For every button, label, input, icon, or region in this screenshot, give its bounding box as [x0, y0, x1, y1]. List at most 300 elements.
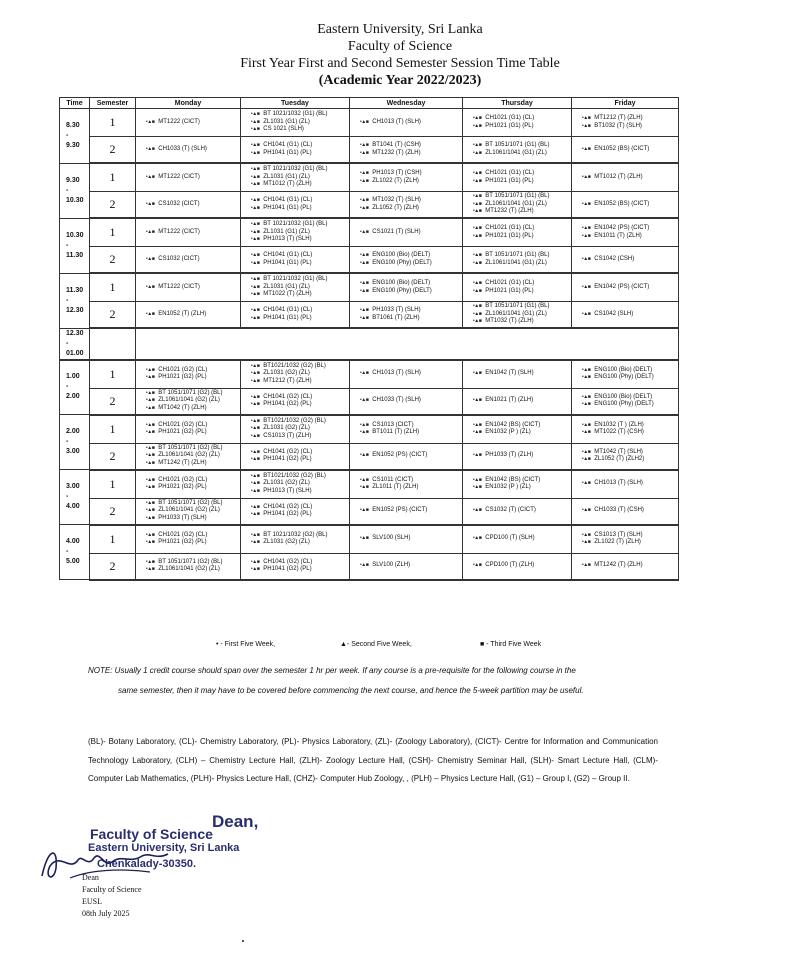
course-entry [138, 539, 238, 547]
course-entry [243, 449, 347, 457]
course-code: EN1052 (T) (ZLH) [158, 310, 207, 317]
week-marker: •▲■ [582, 232, 591, 239]
week-marker: •▲■ [251, 503, 260, 510]
session-cell [241, 443, 350, 470]
week-marker: •▲■ [251, 149, 260, 156]
week-marker: •▲■ [360, 287, 369, 294]
course-entry [138, 229, 238, 237]
course-code: BT 1051/1071 (G1) (BL) [485, 193, 550, 200]
course-code: EN1032 (P ) (ZL) [485, 429, 531, 435]
course-entry [574, 449, 676, 457]
session-cell [350, 498, 463, 525]
week-marker: •▲■ [473, 200, 482, 207]
course-entry [138, 119, 238, 127]
course-entry [243, 394, 347, 402]
course-entry [138, 566, 238, 574]
session-cell [463, 388, 572, 415]
course-entry [243, 236, 347, 244]
session-cell [572, 415, 679, 444]
legend-first-five-week: • - First Five Week, [216, 641, 276, 648]
week-marker: •▲■ [146, 397, 155, 404]
week-marker: •▲■ [146, 459, 155, 466]
course-entry [574, 401, 676, 409]
week-marker: •▲■ [146, 499, 155, 506]
course-code: CH1041 (G1) (CL) [263, 197, 313, 203]
time-label: 3.00 [66, 448, 80, 455]
timetable-row [60, 360, 679, 389]
course-entry [243, 150, 347, 158]
course-code: ZL1052 (T) (ZLH) [372, 204, 419, 211]
session-cell [350, 525, 463, 554]
course-entry [574, 374, 676, 382]
week-marker: •▲■ [360, 535, 369, 542]
session-cell [241, 525, 350, 554]
course-entry [138, 390, 238, 398]
week-marker: •▲■ [146, 476, 155, 483]
time-label: 9.30 [66, 176, 80, 184]
week-marker: •▲■ [251, 456, 260, 462]
time-label: 12.30 [66, 329, 84, 337]
course-entry [138, 484, 238, 492]
course-entry [574, 115, 676, 123]
week-marker: •▲■ [146, 429, 155, 435]
session-cell [350, 273, 463, 302]
course-entry [243, 539, 347, 547]
course-entry [465, 429, 569, 437]
timetable-row [60, 247, 679, 274]
course-entry [465, 477, 569, 485]
course-entry [574, 422, 676, 430]
course-code: EN1042 (BS) (CICT) [485, 476, 541, 483]
course-entry [574, 507, 676, 515]
time-label: - [66, 438, 69, 445]
course-entry [243, 532, 347, 540]
week-marker: •▲■ [360, 507, 369, 514]
session-cell [350, 553, 463, 580]
timetable-row [60, 388, 679, 415]
course-code: CS1013 (T) (ZLH) [263, 432, 312, 439]
week-marker: •▲■ [473, 208, 482, 215]
signer-faculty: Faculty of Science [82, 885, 142, 894]
course-code: CH1021 (G2) (CL) [158, 476, 208, 483]
course-code: ENG100 (Bio) (DELT) [594, 366, 653, 373]
week-marker: •▲■ [251, 228, 260, 235]
course-code: ZL1011 (T) (ZLH) [372, 484, 419, 490]
timetable-body [60, 109, 679, 580]
timetable-row [60, 415, 679, 444]
course-entry [465, 150, 569, 158]
week-marker: •▲■ [251, 511, 260, 517]
course-entry [138, 256, 238, 264]
course-entry [352, 429, 460, 437]
week-marker: •▲■ [360, 314, 369, 321]
course-entry [574, 562, 676, 570]
legend-second-five-week: ▲- Second Five Week, [340, 641, 412, 648]
session-cell [463, 192, 572, 219]
course-code: BT1021/1032 (G2) (BL) [263, 362, 326, 369]
course-code: CH1021 (G2) (CL) [158, 421, 208, 428]
course-entry [243, 433, 347, 441]
time-label: 2.00 [66, 393, 80, 401]
course-entry [574, 225, 676, 233]
course-entry [465, 201, 569, 209]
course-code: PH1033 (T) (SLH) [158, 514, 207, 521]
week-marker: •▲■ [146, 444, 155, 451]
week-marker: •▲■ [251, 401, 260, 407]
week-marker: •▲■ [251, 276, 260, 283]
course-code: CH1041 (G1) (CL) [263, 252, 313, 258]
session-cell [136, 415, 241, 444]
course-code: PH1041 (G2) (PL) [263, 456, 312, 462]
abbreviations: (BL)- Botany Laboratory, (CL)- Chemistry Laboratory, (PL)- Physics Laboratory, (ZL)- (Zoology Laboratory), (CICT)- Centre for Information and Communication Technology Laboratory, (CLH) – Chemistry Lecture Hall, (ZLH)- Zoology Lecture Hall, (CSH)- Chemistry Seminar Hall, (SLH)- Smart Lecture Hall, (CLM)- Computer Lab Mathematics, (PLH)- Physics Lecture Hall, (CHZ)- Computer Hub Zoology, , (PLH) – Physics Lecture Hall, (G1) – Group I, (G2) – Group II. [88, 737, 658, 783]
course-entry [243, 205, 347, 213]
course-code: PH1033 (T) (ZLH) [485, 452, 534, 459]
week-marker: •▲■ [473, 484, 482, 490]
time-label: 4.00 [66, 538, 80, 545]
semester-cell: 1 [90, 273, 136, 302]
timetable-row [60, 553, 679, 580]
time-label: 3.00 [66, 483, 80, 490]
week-marker: •▲■ [582, 173, 591, 180]
session-cell [136, 273, 241, 302]
course-code: CS 1021 (SLH) [263, 126, 304, 133]
time-label: - [66, 296, 69, 304]
course-code: PH1013 (T) (CSH) [372, 170, 422, 176]
semester-cell: 2 [90, 247, 136, 274]
course-entry [352, 170, 460, 178]
course-code: ENG100 (Phy) (DELT) [372, 259, 432, 266]
course-code: EN1021 (T) (ZLH) [485, 397, 534, 404]
session-cell [572, 137, 679, 164]
week-marker: •▲■ [473, 507, 482, 514]
time-label: 11.30 [66, 251, 84, 259]
week-marker: •▲■ [251, 448, 260, 455]
course-entry [352, 397, 460, 405]
course-entry [138, 374, 238, 382]
timetable-row [60, 273, 679, 302]
week-marker: •▲■ [582, 145, 591, 152]
course-code: BT1021/1032 (G2) (BL) [263, 472, 326, 479]
session-cell [136, 388, 241, 415]
course-code: CS1021 (T) (SLH) [372, 228, 421, 235]
course-entry [243, 142, 347, 150]
lunch-cell [90, 328, 136, 360]
course-entry [138, 405, 238, 413]
week-marker: •▲■ [473, 115, 482, 121]
session-cell [572, 525, 679, 554]
week-marker: •▲■ [251, 472, 260, 479]
course-entry [352, 150, 460, 158]
course-code: MT1022 (T) (CSH) [594, 429, 644, 435]
course-entry [138, 507, 238, 515]
week-marker: •▲■ [473, 303, 482, 310]
semester-cell: 1 [90, 525, 136, 554]
course-code: CS1032 (T) (CICT) [485, 507, 536, 514]
week-marker: •▲■ [473, 193, 482, 200]
course-entry [352, 288, 460, 296]
course-entry [352, 142, 460, 150]
week-marker: •▲■ [473, 122, 482, 129]
week-marker: •▲■ [582, 539, 591, 545]
course-code: EN1042 (T) (SLH) [485, 370, 534, 377]
course-code: CH1041 (G2) (CL) [263, 393, 313, 400]
semester-cell: 1 [90, 163, 136, 192]
week-marker: •▲■ [473, 421, 482, 428]
course-entry [138, 445, 238, 453]
course-entry [465, 142, 569, 150]
semester-cell: 2 [90, 443, 136, 470]
course-entry [465, 303, 569, 311]
course-code: CPD100 (T) (SLH) [485, 535, 535, 542]
week-marker: •▲■ [582, 448, 591, 455]
course-entry [243, 166, 347, 174]
session-cell [241, 470, 350, 499]
course-code: PH1021 (G1) (PL) [485, 232, 534, 239]
week-marker: •▲■ [360, 177, 369, 184]
week-marker: •▲■ [473, 225, 482, 231]
course-entry [465, 233, 569, 241]
session-cell [136, 192, 241, 219]
week-marker: •▲■ [146, 255, 155, 262]
week-marker: •▲■ [360, 228, 369, 235]
week-marker: •▲■ [360, 149, 369, 156]
course-code: ZL1031 (G2) (ZL) [263, 480, 310, 487]
session-cell [463, 218, 572, 247]
lunch-break-cell [136, 328, 679, 360]
course-code: PH1041 (G1) (PL) [263, 259, 312, 266]
course-code: BT 1021/1032 (G1) (BL) [263, 276, 328, 283]
course-entry [352, 562, 460, 570]
week-marker: •▲■ [473, 397, 482, 404]
course-entry [138, 284, 238, 292]
week-marker: •▲■ [360, 197, 369, 203]
week-marker: •▲■ [360, 142, 369, 148]
course-code: ENG100 (Bio) (DELT) [594, 393, 653, 400]
semester-cell: 2 [90, 388, 136, 415]
session-cell [350, 247, 463, 274]
timetable-row [60, 525, 679, 554]
session-cell [350, 388, 463, 415]
course-code: CH1021 (G1) (CL) [485, 115, 535, 121]
course-code: EN1032 (P ) (ZL) [485, 484, 531, 490]
week-marker: •▲■ [582, 429, 591, 435]
course-entry [243, 260, 347, 268]
course-code: ZL1031 (G2) (ZL) [263, 370, 310, 377]
course-code: BT 1021/1032 (G1) (BL) [263, 221, 328, 228]
col-header-wednesday: Wednesday [350, 98, 463, 109]
course-code: BT 1051/1071 (G1) (BL) [485, 252, 550, 258]
week-marker: •▲■ [251, 291, 260, 298]
course-entry [138, 201, 238, 209]
time-cell [60, 415, 90, 470]
course-code: ZL1061/1041 (G2) (ZL) [158, 566, 220, 572]
session-cell [136, 109, 241, 137]
course-entry [465, 535, 569, 543]
course-entry [465, 562, 569, 570]
week-marker: •▲■ [146, 283, 155, 290]
course-entry [138, 429, 238, 437]
course-entry [465, 288, 569, 296]
week-marker: •▲■ [473, 259, 482, 266]
course-entry [138, 515, 238, 523]
week-marker: •▲■ [146, 118, 155, 125]
course-entry [465, 422, 569, 430]
course-code: ZL1061/1041 (G2) (ZL) [158, 452, 220, 459]
timetable-row [60, 163, 679, 192]
course-entry [465, 280, 569, 288]
course-code: CH1013 (T) (SLH) [594, 480, 643, 487]
week-marker: •▲■ [146, 173, 155, 180]
course-entry [352, 260, 460, 268]
week-marker: •▲■ [582, 562, 591, 569]
time-cell [60, 470, 90, 525]
course-entry [352, 315, 460, 323]
time-cell [60, 218, 90, 273]
week-marker: •▲■ [146, 539, 155, 545]
week-marker: •▲■ [146, 374, 155, 380]
course-entry [574, 123, 676, 131]
course-code: EN1052 (BS) (CICT) [594, 200, 650, 207]
course-entry [465, 193, 569, 201]
course-entry [574, 429, 676, 437]
course-entry [352, 119, 460, 127]
time-label: 9.30 [66, 141, 80, 149]
course-code: ZL1061/1041 (G1) (ZL) [485, 200, 547, 207]
week-marker: •▲■ [582, 310, 591, 317]
session-cell [463, 525, 572, 554]
week-marker: •▲■ [473, 170, 482, 176]
course-entry [243, 291, 347, 299]
course-code: BT1041 (T) (CSH) [372, 142, 421, 148]
course-code: BT 1051/1071 (G2) (BL) [158, 389, 223, 396]
course-entry [243, 276, 347, 284]
session-cell [350, 218, 463, 247]
course-entry [465, 252, 569, 260]
week-marker: •▲■ [473, 452, 482, 459]
course-entry [352, 370, 460, 378]
semester-cell: 1 [90, 415, 136, 444]
timetable-row [60, 470, 679, 499]
course-entry [138, 311, 238, 319]
stamp-line-faculty: Faculty of Science [90, 826, 213, 842]
course-entry [243, 229, 347, 237]
course-code: MT1022 (T) (ZLH) [263, 291, 312, 298]
session-cell [136, 553, 241, 580]
semester-cell: 2 [90, 137, 136, 164]
course-code: ENG100 (Phy) (DELT) [594, 374, 654, 380]
course-code: ZL1061/1041 (G1) (ZL) [485, 310, 547, 317]
course-entry [352, 229, 460, 237]
course-code: MT1012 (T) (ZLH) [594, 173, 643, 180]
week-marker: •▲■ [251, 393, 260, 400]
time-cell [60, 109, 90, 164]
course-entry [243, 126, 347, 134]
course-code: PH1041 (G1) (PL) [263, 149, 312, 156]
course-entry [138, 452, 238, 460]
week-marker: •▲■ [360, 397, 369, 404]
week-marker: •▲■ [360, 429, 369, 435]
course-code: ZL1031 (G1) (ZL) [263, 228, 310, 235]
course-code: PH1021 (G1) (PL) [485, 177, 534, 184]
week-marker: •▲■ [251, 111, 260, 118]
week-marker: •▲■ [251, 259, 260, 266]
course-entry [243, 480, 347, 488]
course-entry [574, 367, 676, 375]
course-entry [574, 284, 676, 292]
timetable-row [60, 109, 679, 137]
course-code: PH1013 (T) (SLH) [263, 487, 312, 494]
course-entry [465, 507, 569, 515]
course-entry [243, 181, 347, 189]
session-cell [241, 302, 350, 329]
week-marker: •▲■ [251, 425, 260, 432]
course-entry [574, 480, 676, 488]
course-code: MT1042 (T) (ZLH) [158, 404, 207, 411]
week-marker: •▲■ [473, 252, 482, 258]
session-cell [136, 360, 241, 389]
course-code: BT 1051/1071 (G2) (BL) [158, 558, 223, 565]
course-entry [138, 422, 238, 430]
session-cell [463, 247, 572, 274]
course-entry [243, 363, 347, 371]
timetable-header-row [60, 98, 679, 109]
week-marker: •▲■ [251, 126, 260, 133]
signature [30, 838, 180, 888]
course-code: ENG100 (Phy) (DELT) [372, 287, 432, 294]
session-cell [241, 109, 350, 137]
stamp-line-city: Chenkalady-30350. [97, 858, 197, 870]
time-label: 1.00 [66, 373, 80, 381]
week-marker: •▲■ [582, 200, 591, 207]
course-code: CH1021 (G2) (CL) [158, 366, 208, 373]
week-marker: •▲■ [146, 421, 155, 428]
course-code: CS1042 (CSH) [594, 255, 635, 262]
week-marker: •▲■ [251, 377, 260, 384]
course-code: MT1222 (CICT) [158, 118, 200, 125]
note-line-2: same semester, then it may have to be covered before commencing the next course, and hence the 5-week partition may be useful. [118, 686, 584, 695]
course-code: PH1041 (G1) (PL) [263, 204, 312, 211]
session-cell [572, 360, 679, 389]
course-entry [243, 315, 347, 323]
session-cell [572, 470, 679, 499]
time-label: - [66, 383, 69, 391]
week-marker: •▲■ [582, 531, 591, 538]
course-entry [243, 418, 347, 426]
course-code: ZL1061/1041 (G1) (ZL) [485, 149, 547, 156]
week-marker: •▲■ [582, 507, 591, 514]
week-marker: •▲■ [360, 252, 369, 258]
course-code: BT1011 (T) (ZLH) [372, 429, 420, 435]
course-entry [574, 539, 676, 547]
session-cell [463, 470, 572, 499]
course-entry [138, 532, 238, 540]
time-label: 10.30 [66, 231, 84, 239]
session-cell [136, 163, 241, 192]
time-label: - [66, 131, 69, 139]
course-entry [352, 535, 460, 543]
timetable-row [60, 218, 679, 247]
session-cell [241, 415, 350, 444]
col-header-monday: Monday [136, 98, 241, 109]
week-marker: •▲■ [473, 310, 482, 317]
course-entry [243, 425, 347, 433]
course-code: MT1012 (T) (ZLH) [263, 181, 312, 188]
course-code: PH1041 (G2) (PL) [263, 566, 312, 572]
time-label: 11.30 [66, 286, 84, 294]
session-cell [136, 443, 241, 470]
course-code: MT1222 (CICT) [158, 228, 200, 235]
course-entry [465, 311, 569, 319]
